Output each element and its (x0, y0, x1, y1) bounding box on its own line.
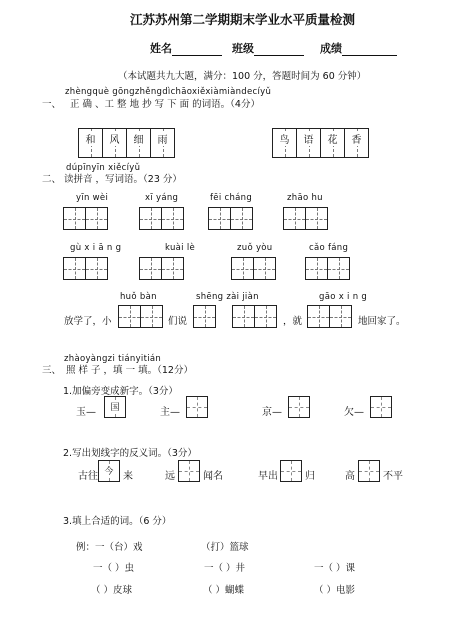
q2-pre: 高 (345, 471, 355, 482)
answer-box[interactable] (288, 396, 310, 418)
answer-grid (283, 207, 328, 230)
word-char: 语 (297, 131, 320, 146)
sentence-part: 放学了，小 (64, 316, 112, 327)
score-field (320, 40, 397, 56)
s1-number: 一、 (42, 99, 62, 110)
q2-pre: 远 (165, 471, 175, 482)
grid-cell[interactable] (140, 305, 163, 328)
grid-cell[interactable] (305, 207, 328, 230)
pinyin-label: gù x i ā n g (70, 243, 122, 253)
q1-base: 玉— (76, 407, 96, 418)
q3-blank[interactable]: （ ）蝴蝶 (203, 585, 245, 596)
grid-cell[interactable] (161, 257, 184, 280)
sentence-part: ，就 (283, 316, 303, 327)
q1-title: 1.加偏旁变成新字。（3分） (63, 386, 178, 397)
pinyin-label: cǎo fáng (309, 243, 349, 253)
q3-blank[interactable]: （ ）皮球 (91, 585, 133, 596)
answer-grid (307, 305, 352, 328)
class-blank (254, 44, 304, 56)
word-char: 花 (321, 131, 344, 146)
answer-char: 国 (105, 400, 125, 413)
grid-cell[interactable] (320, 128, 345, 158)
word-char: 鸟 (273, 131, 296, 146)
s1-instruction: 正 确 、工 整 地 抄 写 下 面 的词语。（4分） (70, 99, 260, 110)
pinyin-label: shēng zài jiàn (196, 292, 259, 302)
word-char: 和 (79, 131, 102, 146)
exam-note: （本试题共九大题，满分：100 分，答题时间为 60 分钟） (118, 71, 367, 82)
grid-cell[interactable] (344, 128, 369, 158)
s3-instruction: 照 样 子 ，填 一 填。（12分） (66, 365, 193, 376)
grid-cell[interactable] (139, 257, 162, 280)
word-char: 细 (127, 131, 150, 146)
q2-pre: 古往 (78, 471, 98, 482)
answer-box[interactable] (358, 460, 380, 482)
answer-grid (305, 257, 350, 280)
sentence-part: 们说 (168, 316, 188, 327)
grid-cell[interactable] (307, 305, 330, 328)
q3-example: （打）篮球 (201, 542, 249, 553)
q1-base: 欠— (344, 407, 364, 418)
word-char: 香 (345, 131, 368, 146)
q3-example: 例：一（台）戏 (76, 542, 143, 553)
answer-box[interactable] (98, 460, 120, 482)
grid-cell[interactable] (232, 305, 255, 328)
grid-cell[interactable] (208, 207, 231, 230)
answer-char: 今 (99, 464, 119, 477)
grid-cell[interactable] (231, 257, 254, 280)
grid-cell[interactable] (329, 305, 352, 328)
grid-cell[interactable] (161, 207, 184, 230)
grid-cell[interactable] (139, 207, 162, 230)
pinyin-label: gāo x i n g (319, 292, 368, 302)
grid-cell[interactable] (283, 207, 306, 230)
answer-grid (139, 207, 184, 230)
grid-cell[interactable] (85, 207, 108, 230)
name-field (150, 40, 222, 56)
q3-blank[interactable]: 一（ ）虫 (93, 563, 135, 574)
q2-title: 2.写出划线字的反义词。（3分） (63, 448, 197, 459)
class-label: 班级 (232, 42, 254, 55)
score-label: 成绩 (320, 42, 342, 55)
answer-grid (118, 305, 163, 328)
q2-post: 不平 (383, 471, 403, 482)
answer-box[interactable] (370, 396, 392, 418)
pinyin-label: zuǒ yòu (237, 243, 273, 253)
page-title: 江苏苏州第二学期期末学业水平质量检测 (130, 12, 356, 27)
name-label: 姓名 (150, 42, 172, 55)
pinyin-label: zhāo hu (287, 193, 323, 203)
grid-cell[interactable] (253, 257, 276, 280)
word-char: 雨 (151, 131, 174, 146)
s3-number: 三、 (42, 365, 62, 376)
answer-grid (208, 207, 253, 230)
grid-cell[interactable] (63, 257, 86, 280)
q2-post: 来 (123, 471, 133, 482)
s2-instruction: 读拼音 ，写词语。（23 分） (64, 174, 182, 185)
pinyin-label: huǒ bàn (120, 292, 157, 302)
grid-cell[interactable] (327, 257, 350, 280)
name-blank (172, 44, 222, 56)
s1-pinyin: zhèngquè gōngzhěngdìchāoxiěxiàmiàndecíyǔ (65, 87, 272, 97)
score-blank (342, 44, 397, 56)
s2-number: 二、 (42, 174, 62, 185)
answer-grid (193, 305, 216, 328)
answer-box[interactable] (178, 460, 200, 482)
pinyin-label: kuài lè (165, 243, 196, 253)
q3-blank[interactable]: 一（ ）井 (204, 563, 246, 574)
q3-title: 3.填上合适的词。（6 分） (63, 516, 172, 527)
grid-cell[interactable] (63, 207, 86, 230)
answer-grid (139, 257, 184, 280)
grid-cell[interactable] (305, 257, 328, 280)
answer-grid (63, 207, 108, 230)
s1-grid-right (272, 128, 369, 158)
answer-grid (231, 257, 276, 280)
grid-cell[interactable] (254, 305, 277, 328)
s2-pinyin: dúpīnyīn xiěcíyǔ (66, 163, 141, 173)
q1-base: 主— (160, 407, 180, 418)
word-char: 风 (103, 131, 126, 146)
answer-box[interactable] (280, 460, 302, 482)
answer-grid (232, 305, 277, 328)
grid-cell[interactable] (85, 257, 108, 280)
grid-cell[interactable] (272, 128, 297, 158)
grid-cell[interactable] (230, 207, 253, 230)
q3-blank[interactable]: （ ）电影 (314, 585, 356, 596)
q1-base: 京— (262, 407, 282, 418)
q3-blank[interactable]: 一（ ）课 (314, 563, 356, 574)
pinyin-label: yīn wèi (76, 193, 109, 203)
s3-pinyin: zhàoyàngzi tiányitián (64, 354, 162, 364)
grid-cell[interactable] (118, 305, 141, 328)
q2-post: 归 (305, 471, 315, 482)
sentence-part: 地回家了。 (358, 316, 406, 327)
answer-box[interactable] (186, 396, 208, 418)
pinyin-label: xī yáng (145, 193, 179, 203)
pinyin-label: fēi cháng (210, 193, 253, 203)
class-field (232, 40, 304, 56)
q2-pre: 早出 (258, 471, 278, 482)
q2-post: 闻名 (203, 471, 223, 482)
answer-grid (63, 257, 108, 280)
grid-cell[interactable] (296, 128, 321, 158)
grid-cell[interactable] (193, 305, 216, 328)
answer-box[interactable] (104, 396, 126, 418)
